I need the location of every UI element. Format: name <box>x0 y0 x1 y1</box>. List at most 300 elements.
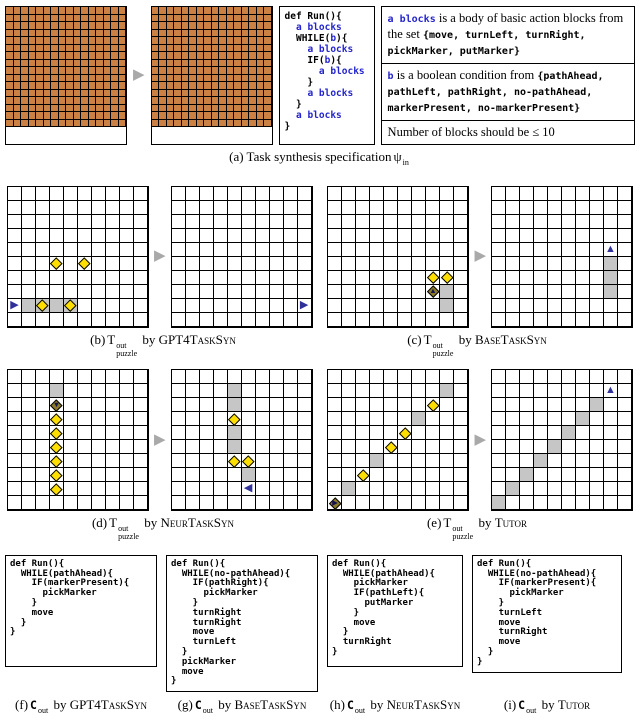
grid-cell <box>159 75 167 83</box>
grid-cell <box>36 97 44 105</box>
grid-cell <box>256 285 270 299</box>
grid-cell <box>78 243 92 257</box>
grid-cell <box>8 412 22 426</box>
grid-cell <box>618 201 632 215</box>
grid-cell <box>74 52 82 60</box>
grid-cell <box>342 468 356 482</box>
grid-cell <box>520 384 534 398</box>
grid-cell <box>22 215 36 229</box>
grid-cell <box>120 271 134 285</box>
grid-cell <box>270 384 284 398</box>
grid-cell <box>120 215 134 229</box>
grid-cell <box>36 7 44 15</box>
grid-cell <box>74 45 82 53</box>
grid-cell <box>74 37 82 45</box>
grid-cell <box>14 105 22 113</box>
grid-cell <box>8 370 22 384</box>
grid-cell <box>51 37 59 45</box>
grid-cell <box>227 37 235 45</box>
grid-cell <box>398 243 412 257</box>
grid-cell <box>492 370 506 384</box>
grid-cell <box>59 22 67 30</box>
grid-cell <box>174 22 182 30</box>
grid-cell <box>36 22 44 30</box>
grid-cell <box>356 201 370 215</box>
grid-cell <box>8 285 22 299</box>
grid-cell <box>284 243 298 257</box>
rule-segment: a blocks <box>387 14 436 25</box>
grid-cell <box>59 90 67 98</box>
grid-cell <box>590 285 604 299</box>
code-line: } <box>332 646 338 657</box>
code-line: turnRight <box>171 617 242 628</box>
grid-cell <box>14 22 22 30</box>
grid-cell <box>214 201 228 215</box>
grid-cell <box>6 37 14 45</box>
grid-cell <box>74 15 82 23</box>
grid-cell <box>492 426 506 440</box>
grid-cell <box>426 257 440 271</box>
grid-cell <box>51 22 59 30</box>
grid-cell <box>22 384 36 398</box>
grid-cell <box>50 468 64 482</box>
grid-cell <box>189 52 197 60</box>
grid-cell <box>36 454 50 468</box>
grid-cell <box>74 67 82 75</box>
grid-cell <box>197 7 205 15</box>
grid-cell <box>204 15 212 23</box>
grid-cell <box>398 468 412 482</box>
grid-cell <box>506 482 520 496</box>
grid-cell <box>440 370 454 384</box>
grid-cell <box>89 60 97 68</box>
grid-cell <box>111 37 119 45</box>
caption-f-label: (f) <box>15 697 29 713</box>
grid-cell <box>328 398 342 412</box>
caption-a-symbol: ψ <box>393 149 402 164</box>
grid-cell <box>182 75 190 83</box>
grid-cell <box>520 285 534 299</box>
grid-cell <box>242 398 256 412</box>
grid-cell <box>234 67 242 75</box>
grid-cell <box>8 257 22 271</box>
grid-cell <box>44 7 52 15</box>
grid-cell <box>172 454 186 468</box>
grid-cell <box>384 454 398 468</box>
code-line <box>285 66 368 77</box>
grid-cell <box>89 45 97 53</box>
grid-cell <box>398 398 412 412</box>
grid-cell <box>604 285 618 299</box>
grid-cell <box>14 90 22 98</box>
grid-cell <box>36 496 50 510</box>
grid-cell <box>51 7 59 15</box>
grid-cell <box>134 313 148 327</box>
grid-cell <box>590 454 604 468</box>
grid-cell <box>426 285 440 299</box>
code-line: WHILE(pathAhead){ <box>332 568 435 579</box>
grid-cell <box>6 60 14 68</box>
caption-e-symbol: T <box>443 515 452 531</box>
grid-cell <box>548 285 562 299</box>
spec-grid-post <box>151 6 273 145</box>
grid-cell <box>298 398 312 412</box>
grid-cell <box>189 30 197 38</box>
grid-cell <box>590 398 604 412</box>
grid-cell <box>212 75 220 83</box>
caption-d-label: (d) <box>91 515 108 531</box>
grid-cell <box>298 426 312 440</box>
grid-cell <box>36 243 50 257</box>
grid-cell <box>440 412 454 426</box>
grid-cell <box>284 426 298 440</box>
grid-cell <box>96 52 104 60</box>
grid-cell <box>186 398 200 412</box>
grid-cell <box>604 482 618 496</box>
grid-cell <box>74 82 82 90</box>
grid-cell <box>384 440 398 454</box>
grid-cell <box>64 215 78 229</box>
grid-cell <box>50 412 64 426</box>
grid-cell <box>104 112 112 120</box>
grid-cell <box>119 30 127 38</box>
grid-cell <box>21 97 29 105</box>
grid-cell <box>74 112 82 120</box>
grid-cell <box>200 271 214 285</box>
grid-cell <box>159 22 167 30</box>
grid-cell <box>506 496 520 510</box>
grid-cell <box>242 15 250 23</box>
grid-cell <box>242 370 256 384</box>
grid-cell <box>249 120 257 128</box>
code-segment: IF( <box>284 55 325 66</box>
caption-c-symbol: T <box>423 331 432 347</box>
grid-cell <box>14 112 22 120</box>
grid-cell <box>182 22 190 30</box>
grid-cell <box>212 7 220 15</box>
grid-cell <box>134 384 148 398</box>
grid-cell <box>398 370 412 384</box>
grid-cell <box>342 215 356 229</box>
grid-cell <box>242 120 250 128</box>
grid-cell <box>172 398 186 412</box>
grid-cell <box>228 370 242 384</box>
grid-cell <box>548 454 562 468</box>
grid-cell <box>440 229 454 243</box>
grid-cell <box>249 105 257 113</box>
grid-cell <box>78 496 92 510</box>
grid-cell <box>234 52 242 60</box>
grid-cell <box>576 243 590 257</box>
code-segment: def Run(){ <box>284 11 342 22</box>
grid-cell <box>342 440 356 454</box>
grid-cell <box>270 215 284 229</box>
code-line: } <box>171 646 188 657</box>
grid-cell <box>440 271 454 285</box>
grid-cell <box>120 229 134 243</box>
grid-cell <box>426 299 440 313</box>
grid-cell <box>22 454 36 468</box>
caption-i-sup: out <box>526 705 537 715</box>
grid-cell <box>234 120 242 128</box>
grid-cell <box>356 257 370 271</box>
grid-cell <box>182 97 190 105</box>
grid-cell <box>29 45 37 53</box>
grid-cell <box>412 243 426 257</box>
code-line: } <box>332 607 360 618</box>
grid-cell <box>590 440 604 454</box>
grid-cell <box>534 271 548 285</box>
grid-cell <box>64 398 78 412</box>
grid-cell <box>492 299 506 313</box>
grid-cell <box>120 384 134 398</box>
grid-cell <box>270 496 284 510</box>
grid-cell <box>64 313 78 327</box>
grid-cell <box>370 440 384 454</box>
grid-cell <box>29 7 37 15</box>
grid-cell <box>242 60 250 68</box>
grid-cell <box>36 285 50 299</box>
grid-cell <box>242 243 256 257</box>
grid-cell <box>370 482 384 496</box>
grid-cell <box>356 271 370 285</box>
marker-diamond-icon <box>64 299 76 311</box>
grid-cell <box>256 187 270 201</box>
grid-cell <box>506 426 520 440</box>
grid-cell <box>548 468 562 482</box>
grid-cell <box>249 37 257 45</box>
grid-cell <box>356 187 370 201</box>
grid-cell <box>8 398 22 412</box>
grid-cell <box>22 496 36 510</box>
caption-b-label: (b) <box>90 331 106 347</box>
grid-cell <box>520 398 534 412</box>
grid-cell <box>270 454 284 468</box>
grid-cell <box>44 75 52 83</box>
grid-cell <box>66 67 74 75</box>
grid-cell <box>51 97 59 105</box>
grid-cell <box>59 52 67 60</box>
grid-cell <box>172 285 186 299</box>
grid-cell <box>264 37 272 45</box>
grid-cell <box>22 201 36 215</box>
code-line: turnRight <box>477 627 548 638</box>
grid-cell <box>440 313 454 327</box>
grid-cell <box>200 257 214 271</box>
grid-cell <box>426 370 440 384</box>
grid-cell <box>342 426 356 440</box>
grid-cell <box>36 215 50 229</box>
grid-cell <box>78 285 92 299</box>
grid-cell <box>66 120 74 128</box>
grid-cell <box>104 105 112 113</box>
grid-cell <box>534 398 548 412</box>
grid-cell <box>186 271 200 285</box>
grid-cell <box>384 496 398 510</box>
grid-cell <box>214 257 228 271</box>
grid-cell <box>590 257 604 271</box>
code-line: WHILE(pathAhead){ <box>10 568 113 579</box>
grid-cell <box>590 201 604 215</box>
grid-cell <box>370 271 384 285</box>
grid-cell <box>167 90 175 98</box>
code-line: } <box>171 597 199 608</box>
grid-cell <box>92 412 106 426</box>
grid-cell <box>242 285 256 299</box>
grid-cell <box>89 90 97 98</box>
arrow-right-icon: ▶ <box>474 248 486 265</box>
grid-cell <box>92 370 106 384</box>
grid-cell <box>398 384 412 398</box>
grid-cell <box>562 215 576 229</box>
grid-cell <box>328 285 342 299</box>
grid-cell <box>6 97 14 105</box>
grid-cell <box>356 285 370 299</box>
grid-cell <box>78 426 92 440</box>
grid-cell <box>197 75 205 83</box>
grid-cell <box>186 370 200 384</box>
grid-cell <box>440 201 454 215</box>
grid-cell <box>506 285 520 299</box>
grid-cell <box>167 120 175 128</box>
grid-cell <box>120 201 134 215</box>
grid-cell <box>492 201 506 215</box>
grid-cell <box>111 105 119 113</box>
grid-cell <box>152 30 160 38</box>
grid-cell <box>204 67 212 75</box>
grid-cell <box>257 30 265 38</box>
code-line: IF(markerPresent){ <box>10 578 130 589</box>
grid-cell <box>440 243 454 257</box>
grid-cell <box>120 454 134 468</box>
grid-d-pre <box>7 369 149 511</box>
grid-cell <box>64 187 78 201</box>
grid-cell <box>44 15 52 23</box>
grid-cell <box>120 187 134 201</box>
grid-cell <box>78 454 92 468</box>
grid-cell <box>200 454 214 468</box>
grid-cell <box>249 60 257 68</box>
grid-cell <box>119 75 127 83</box>
grid-cell <box>520 299 534 313</box>
grid-cell <box>21 82 29 90</box>
grid-cell <box>249 97 257 105</box>
grid-cell <box>454 271 468 285</box>
grid-cell <box>298 271 312 285</box>
grid-cell <box>398 440 412 454</box>
grid-cell <box>234 75 242 83</box>
grid-cell <box>8 496 22 510</box>
grid-cell <box>454 215 468 229</box>
grid-cell <box>506 370 520 384</box>
grid-cell <box>219 7 227 15</box>
grid-cell <box>242 215 256 229</box>
grid-cell <box>120 243 134 257</box>
grid-cell <box>590 412 604 426</box>
grid-cell <box>8 440 22 454</box>
grid-cell <box>182 105 190 113</box>
grid-cell <box>520 215 534 229</box>
code-line: WHILE(no-pathAhead){ <box>477 568 597 579</box>
grid-cell <box>189 90 197 98</box>
caption-d-by: by <box>144 515 158 531</box>
grid-cell <box>270 482 284 496</box>
grid-cell <box>249 30 257 38</box>
grid-cell <box>257 90 265 98</box>
grid-cell <box>227 112 235 120</box>
code-line: pickMarker <box>10 588 97 599</box>
grid-cell <box>506 454 520 468</box>
code-segment: a blocks <box>318 66 365 77</box>
grid-cell <box>134 454 148 468</box>
grid-cell <box>576 496 590 510</box>
grid-cell <box>562 482 576 496</box>
grid-cell <box>234 15 242 23</box>
grid-cell <box>562 271 576 285</box>
grid-cell <box>22 440 36 454</box>
caption-g-symbol: C <box>194 698 202 713</box>
grid-cell <box>219 120 227 128</box>
grid-cell <box>186 468 200 482</box>
grid-cell <box>8 271 22 285</box>
grid-cell <box>370 229 384 243</box>
grid-cell <box>66 52 74 60</box>
grid-cell <box>212 30 220 38</box>
grid-cell <box>167 22 175 30</box>
grid-cell <box>29 120 37 128</box>
grid-cell <box>492 271 506 285</box>
code-line: } <box>332 627 349 638</box>
grid-cell <box>356 426 370 440</box>
grid-cell <box>189 37 197 45</box>
grid-cell <box>342 201 356 215</box>
grid-cell <box>562 187 576 201</box>
grid-cell <box>242 52 250 60</box>
grid-cell <box>66 15 74 23</box>
grid-cell <box>298 482 312 496</box>
grid-cell <box>78 440 92 454</box>
grid-cell <box>426 215 440 229</box>
grid-cell <box>356 468 370 482</box>
grid-cell <box>370 426 384 440</box>
caption-e-name: Tutor <box>494 515 528 531</box>
grid-cell <box>174 15 182 23</box>
grid-cell <box>197 45 205 53</box>
grid-cell <box>242 105 250 113</box>
grid-cell <box>520 440 534 454</box>
caption-b-sub: puzzle <box>116 348 138 358</box>
grid-cell <box>426 398 440 412</box>
grid-cell <box>228 454 242 468</box>
grid-cell <box>257 75 265 83</box>
grid-cell <box>342 257 356 271</box>
grid-cell <box>398 482 412 496</box>
grid-cell <box>106 496 120 510</box>
grid-cell <box>398 412 412 426</box>
grid-cell <box>182 82 190 90</box>
grid-cell <box>398 271 412 285</box>
grid-cell <box>134 426 148 440</box>
grid-cell <box>604 201 618 215</box>
grid-cell <box>328 229 342 243</box>
grid-cell <box>440 215 454 229</box>
grid-cell <box>249 22 257 30</box>
grid-cell <box>81 90 89 98</box>
grid-cell <box>120 299 134 313</box>
grid-cell <box>256 398 270 412</box>
grid-cell <box>264 67 272 75</box>
grid-cell <box>228 201 242 215</box>
